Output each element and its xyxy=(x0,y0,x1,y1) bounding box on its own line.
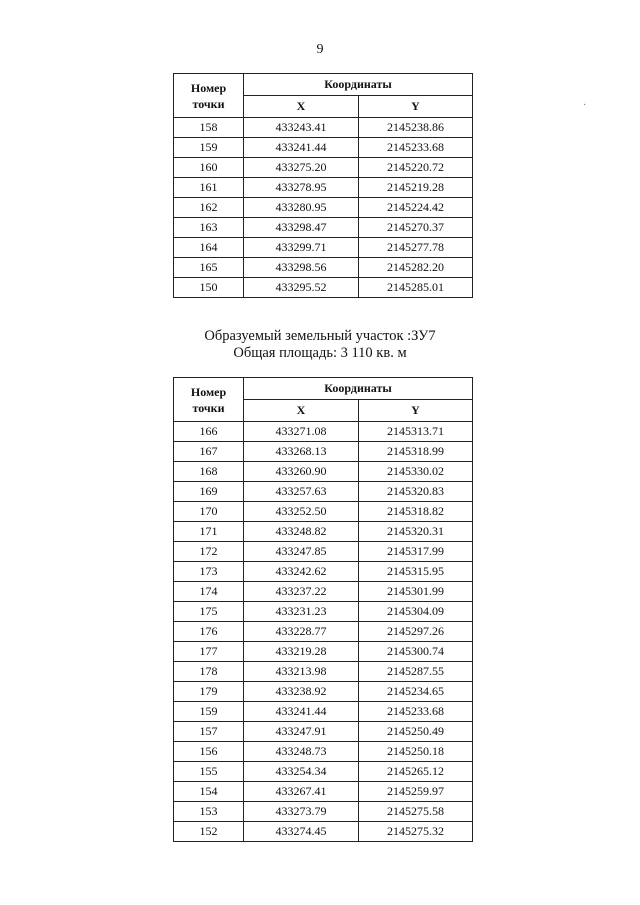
point-number-cell: 150 xyxy=(174,278,244,298)
table-row xyxy=(174,198,473,218)
y-coordinate-cell: 2145224.42 xyxy=(359,198,473,218)
point-number-cell: 157 xyxy=(174,722,244,742)
y-coordinate-cell: 2145270.37 xyxy=(359,218,473,238)
point-number-cell: 172 xyxy=(174,542,244,562)
point-number-cell: 167 xyxy=(174,442,244,462)
point-number-cell: 159 xyxy=(174,138,244,158)
x-coordinate-cell: 433268.13 xyxy=(244,442,359,462)
y-coordinate-cell: 2145238.86 xyxy=(359,118,473,138)
table-row xyxy=(174,442,473,462)
y-coordinate-cell: 2145320.83 xyxy=(359,482,473,502)
table-row xyxy=(174,158,473,178)
point-number-cell: 176 xyxy=(174,622,244,642)
scan-mark: · xyxy=(583,100,587,111)
y-coordinate-cell: 2145317.99 xyxy=(359,542,473,562)
header-x: X xyxy=(244,400,359,422)
table-row xyxy=(174,722,473,742)
table-row xyxy=(174,258,473,278)
point-number-cell: 158 xyxy=(174,118,244,138)
table-row xyxy=(174,218,473,238)
x-coordinate-cell: 433274.45 xyxy=(244,822,359,842)
y-coordinate-cell: 2145313.71 xyxy=(359,422,473,442)
x-coordinate-cell: 433260.90 xyxy=(244,462,359,482)
point-number-cell: 161 xyxy=(174,178,244,198)
x-coordinate-cell: 433248.73 xyxy=(244,742,359,762)
table-row xyxy=(174,822,473,842)
y-coordinate-cell: 2145233.68 xyxy=(359,138,473,158)
x-coordinate-cell: 433271.08 xyxy=(244,422,359,442)
x-coordinate-cell: 433231.23 xyxy=(244,602,359,622)
table-row xyxy=(174,622,473,642)
point-number-cell: 169 xyxy=(174,482,244,502)
point-number-cell: 178 xyxy=(174,662,244,682)
parcel-title: Образуемый земельный участок :ЗУ7 xyxy=(204,328,436,344)
table-row xyxy=(174,462,473,482)
x-coordinate-cell: 433248.82 xyxy=(244,522,359,542)
point-number-cell: 168 xyxy=(174,462,244,482)
x-coordinate-cell: 433252.50 xyxy=(244,502,359,522)
x-coordinate-cell: 433243.41 xyxy=(244,118,359,138)
table-row xyxy=(174,482,473,502)
point-number-cell: 163 xyxy=(174,218,244,238)
table-row xyxy=(174,742,473,762)
header-x: X xyxy=(244,96,359,118)
table-row xyxy=(174,542,473,562)
point-number-cell: 165 xyxy=(174,258,244,278)
header-point-number: Номер точки xyxy=(174,74,244,118)
table-1-body xyxy=(174,118,473,298)
y-coordinate-cell: 2145301.99 xyxy=(359,582,473,602)
point-number-cell: 179 xyxy=(174,682,244,702)
x-coordinate-cell: 433267.41 xyxy=(244,782,359,802)
header-coordinates: Координаты xyxy=(244,378,473,400)
point-number-cell: 160 xyxy=(174,158,244,178)
x-coordinate-cell: 433257.63 xyxy=(244,482,359,502)
header-point-number: Номер точки xyxy=(174,378,244,422)
y-coordinate-cell: 2145330.02 xyxy=(359,462,473,482)
x-coordinate-cell: 433299.71 xyxy=(244,238,359,258)
point-number-cell: 156 xyxy=(174,742,244,762)
table-row xyxy=(174,682,473,702)
header-coordinates: Координаты xyxy=(244,74,473,96)
x-coordinate-cell: 433219.28 xyxy=(244,642,359,662)
point-number-cell: 162 xyxy=(174,198,244,218)
coordinates-table-1 xyxy=(173,73,473,298)
table-row xyxy=(174,642,473,662)
y-coordinate-cell: 2145318.82 xyxy=(359,502,473,522)
table-row xyxy=(174,802,473,822)
y-coordinate-cell: 2145250.18 xyxy=(359,742,473,762)
y-coordinate-cell: 2145259.97 xyxy=(359,782,473,802)
y-coordinate-cell: 2145300.74 xyxy=(359,642,473,662)
x-coordinate-cell: 433295.52 xyxy=(244,278,359,298)
x-coordinate-cell: 433298.56 xyxy=(244,258,359,278)
table-row xyxy=(174,562,473,582)
point-number-cell: 170 xyxy=(174,502,244,522)
y-coordinate-cell: 2145234.65 xyxy=(359,682,473,702)
y-coordinate-cell: 2145275.32 xyxy=(359,822,473,842)
table-row xyxy=(174,522,473,542)
x-coordinate-cell: 433242.62 xyxy=(244,562,359,582)
table-row xyxy=(174,422,473,442)
table-row xyxy=(174,602,473,622)
y-coordinate-cell: 2145277.78 xyxy=(359,238,473,258)
y-coordinate-cell: 2145250.49 xyxy=(359,722,473,742)
point-number-cell: 174 xyxy=(174,582,244,602)
y-coordinate-cell: 2145282.20 xyxy=(359,258,473,278)
table-row xyxy=(174,178,473,198)
point-number-cell: 171 xyxy=(174,522,244,542)
y-coordinate-cell: 2145233.68 xyxy=(359,702,473,722)
table-row xyxy=(174,782,473,802)
point-number-cell: 177 xyxy=(174,642,244,662)
coordinates-table-2 xyxy=(173,377,473,842)
table-row xyxy=(174,118,473,138)
y-coordinate-cell: 2145219.28 xyxy=(359,178,473,198)
y-coordinate-cell: 2145315.95 xyxy=(359,562,473,582)
y-coordinate-cell: 2145304.09 xyxy=(359,602,473,622)
y-coordinate-cell: 2145265.12 xyxy=(359,762,473,782)
point-number-cell: 175 xyxy=(174,602,244,622)
point-number-cell: 159 xyxy=(174,702,244,722)
x-coordinate-cell: 433275.20 xyxy=(244,158,359,178)
x-coordinate-cell: 433280.95 xyxy=(244,198,359,218)
point-number-cell: 164 xyxy=(174,238,244,258)
x-coordinate-cell: 433237.22 xyxy=(244,582,359,602)
table-row xyxy=(174,138,473,158)
x-coordinate-cell: 433228.77 xyxy=(244,622,359,642)
page-number: 9 xyxy=(316,42,324,57)
y-coordinate-cell: 2145275.58 xyxy=(359,802,473,822)
x-coordinate-cell: 433238.92 xyxy=(244,682,359,702)
table-row xyxy=(174,278,473,298)
x-coordinate-cell: 433241.44 xyxy=(244,138,359,158)
y-coordinate-cell: 2145220.72 xyxy=(359,158,473,178)
x-coordinate-cell: 433254.34 xyxy=(244,762,359,782)
table-row xyxy=(174,702,473,722)
table-2-body xyxy=(174,422,473,842)
x-coordinate-cell: 433247.91 xyxy=(244,722,359,742)
table-row xyxy=(174,238,473,258)
table-row xyxy=(174,662,473,682)
x-coordinate-cell: 433273.79 xyxy=(244,802,359,822)
point-number-cell: 155 xyxy=(174,762,244,782)
parcel-area: Общая площадь: 3 110 кв. м xyxy=(233,345,407,361)
x-coordinate-cell: 433247.85 xyxy=(244,542,359,562)
point-number-cell: 154 xyxy=(174,782,244,802)
point-number-cell: 152 xyxy=(174,822,244,842)
y-coordinate-cell: 2145320.31 xyxy=(359,522,473,542)
y-coordinate-cell: 2145285.01 xyxy=(359,278,473,298)
table-row xyxy=(174,502,473,522)
y-coordinate-cell: 2145287.55 xyxy=(359,662,473,682)
x-coordinate-cell: 433213.98 xyxy=(244,662,359,682)
point-number-cell: 173 xyxy=(174,562,244,582)
x-coordinate-cell: 433278.95 xyxy=(244,178,359,198)
x-coordinate-cell: 433241.44 xyxy=(244,702,359,722)
y-coordinate-cell: 2145297.26 xyxy=(359,622,473,642)
header-y: Y xyxy=(359,400,473,422)
x-coordinate-cell: 433298.47 xyxy=(244,218,359,238)
parcel-info xyxy=(0,328,640,362)
table-row xyxy=(174,582,473,602)
header-y: Y xyxy=(359,96,473,118)
y-coordinate-cell: 2145318.99 xyxy=(359,442,473,462)
table-row xyxy=(174,762,473,782)
point-number-cell: 153 xyxy=(174,802,244,822)
point-number-cell: 166 xyxy=(174,422,244,442)
